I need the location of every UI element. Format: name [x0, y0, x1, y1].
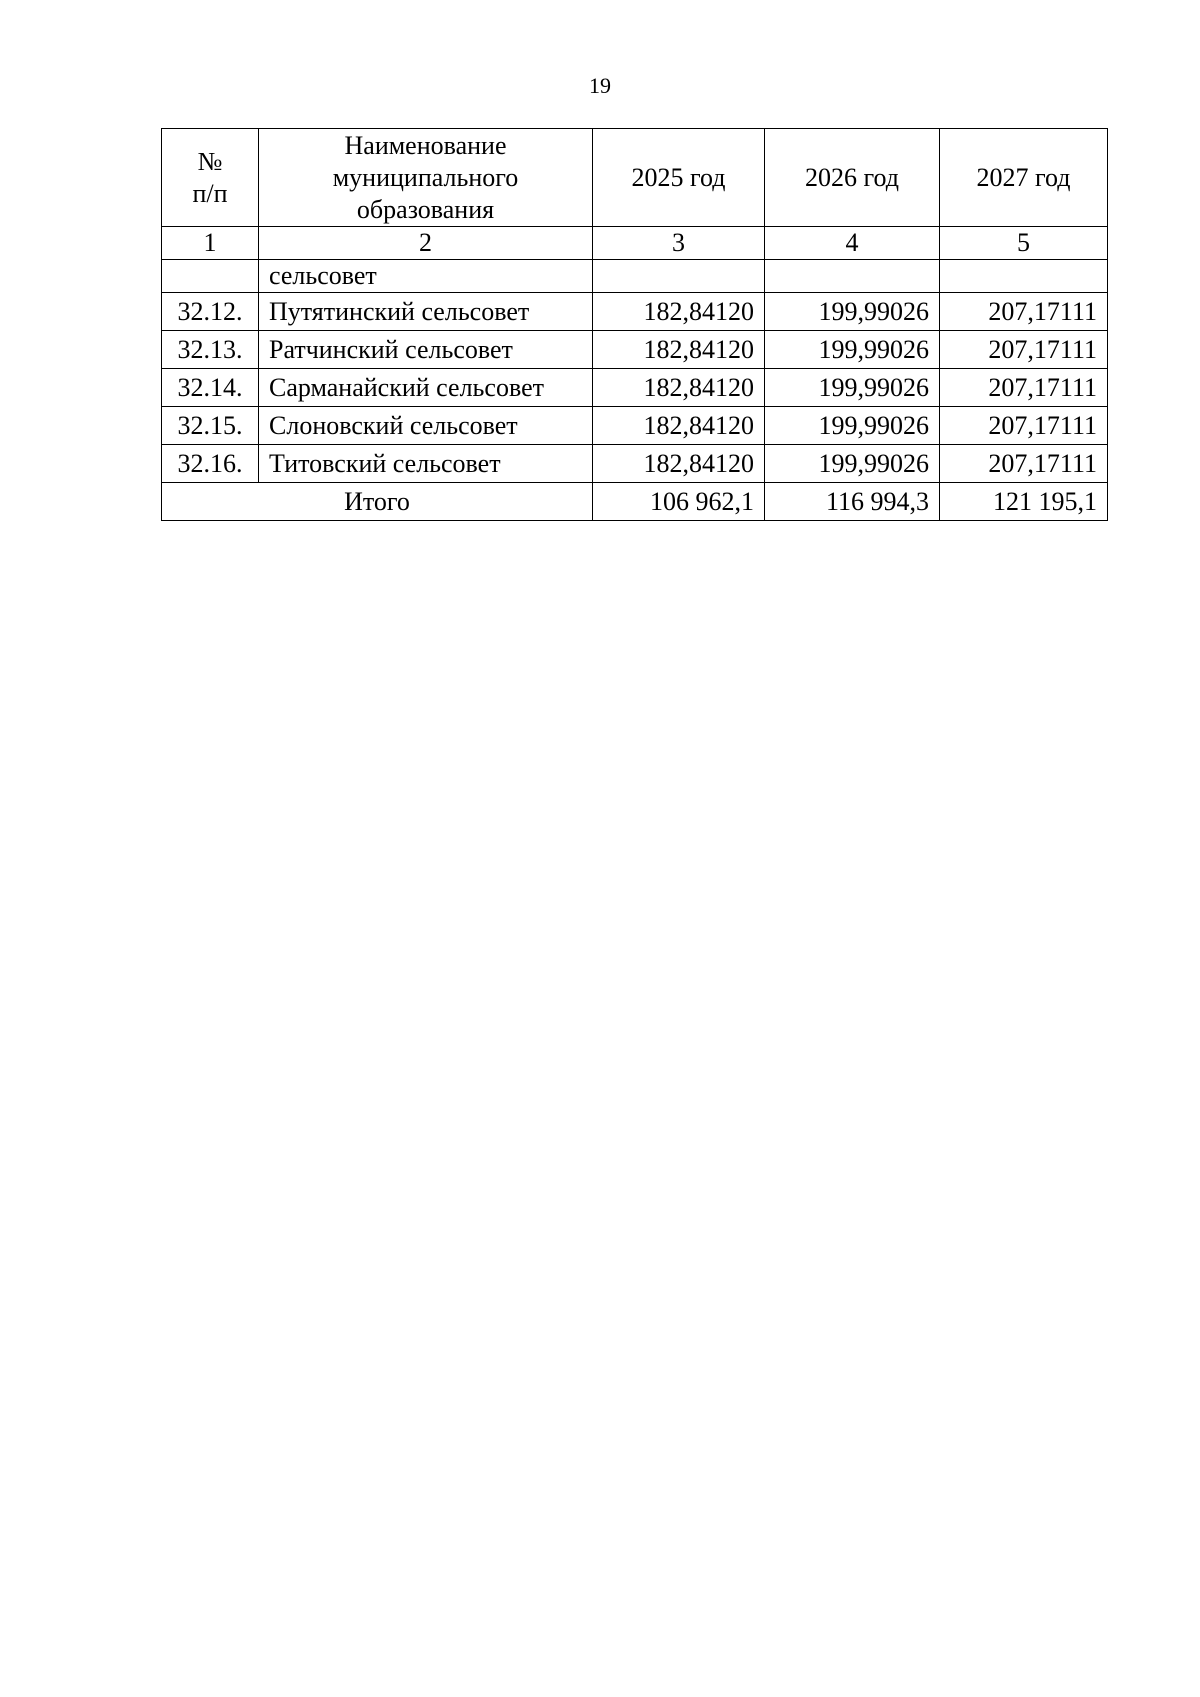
row-name: Титовский сельсовет [259, 445, 593, 483]
table-row [162, 407, 1108, 445]
row-value-2026: 199,99026 [765, 331, 940, 369]
row-value-2027: 207,17111 [940, 445, 1108, 483]
header-name [259, 129, 593, 227]
table-row [162, 369, 1108, 407]
header-number-line: № [197, 146, 223, 176]
total-label: Итого [162, 483, 593, 521]
row-value-2025: 182,84120 [593, 331, 765, 369]
row-number: 32.13. [162, 331, 259, 369]
row-name: Ратчинский сельсовет [259, 331, 593, 369]
continuation-name-cell: сельсовет [259, 260, 593, 293]
header-year-2025: 2025 год [593, 129, 765, 227]
row-value-2027: 207,17111 [940, 331, 1108, 369]
row-value-2025: 182,84120 [593, 369, 765, 407]
continuation-row [162, 260, 1108, 293]
header-number [162, 129, 259, 227]
continuation-value-cell [765, 260, 940, 293]
row-number: 32.12. [162, 293, 259, 331]
budget-table [161, 128, 1108, 521]
row-value-2027: 207,17111 [940, 407, 1108, 445]
row-number: 32.16. [162, 445, 259, 483]
row-value-2025: 182,84120 [593, 445, 765, 483]
header-year-2026: 2026 год [765, 129, 940, 227]
row-value-2025: 182,84120 [593, 293, 765, 331]
row-value-2026: 199,99026 [765, 445, 940, 483]
header-name-line: муниципального [332, 162, 519, 192]
table-header-row [162, 129, 1108, 227]
row-value-2027: 207,17111 [940, 369, 1108, 407]
header-number-line: п/п [192, 178, 228, 208]
continuation-value-cell [940, 260, 1108, 293]
row-value-2026: 199,99026 [765, 293, 940, 331]
row-value-2026: 199,99026 [765, 369, 940, 407]
row-name: Сарманайский сельсовет [259, 369, 593, 407]
table-row [162, 293, 1108, 331]
row-number: 32.15. [162, 407, 259, 445]
total-value-2027: 121 195,1 [940, 483, 1108, 521]
row-value-2026: 199,99026 [765, 407, 940, 445]
column-index: 2 [259, 227, 593, 260]
continuation-value-cell [593, 260, 765, 293]
column-index: 4 [765, 227, 940, 260]
column-index: 5 [940, 227, 1108, 260]
table-row [162, 331, 1108, 369]
column-index: 3 [593, 227, 765, 260]
column-index-row [162, 227, 1108, 260]
page-number: 19 [589, 73, 611, 98]
total-value-2025: 106 962,1 [593, 483, 765, 521]
row-name: Путятинский сельсовет [259, 293, 593, 331]
header-name-line: Наименование [344, 130, 507, 160]
row-name: Слоновский сельсовет [259, 407, 593, 445]
header-year-2027: 2027 год [940, 129, 1108, 227]
header-name-line: образования [356, 194, 495, 224]
column-index: 1 [162, 227, 259, 260]
row-number: 32.14. [162, 369, 259, 407]
total-row [162, 483, 1108, 521]
row-value-2025: 182,84120 [593, 407, 765, 445]
continuation-num-cell [162, 260, 259, 293]
total-value-2026: 116 994,3 [765, 483, 940, 521]
table-row [162, 445, 1108, 483]
row-value-2027: 207,17111 [940, 293, 1108, 331]
